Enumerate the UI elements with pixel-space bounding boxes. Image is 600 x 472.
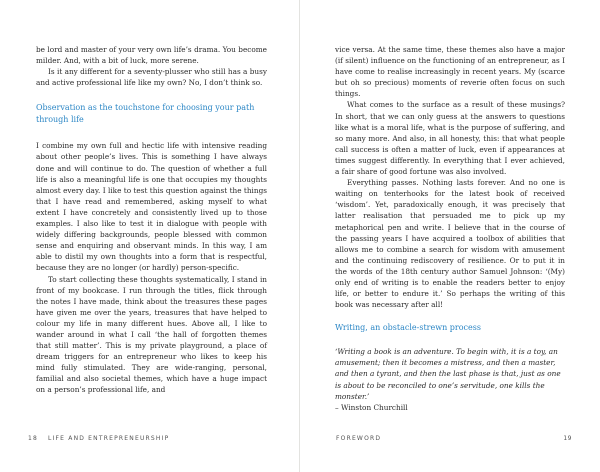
quote-text: ‘Writing a book is an adventure. To begin with, it is a toy, an amusement; then it becomes a mistress, and then a master, and then a tyrant, and then the last phase is that, just as one is about to be reconciled to one’s servitude, one kills the monster.’ — [335, 347, 561, 401]
right-page — [300, 0, 600, 472]
epigraph-quote — [335, 346, 565, 413]
section-heading: Writing, an obstacle-strewn process — [335, 323, 481, 333]
spacer — [36, 126, 267, 140]
paragraph: To start collecting these thoughts systematically, I stand in front of my bookcase. I run through the titles, flick through the notes I have made, think about the treasures these pages have given me over the years, treasures that have helped to colour my life in many different hues. Above all, I like to wander around in what I call ‘the hall of forgotten themes that still matter’. This is my private playground, a place of dream triggers for an entrepreneur who likes to keep his mind fully stimulated. They are wide-ranging, personal, familial and also societal themes, which have a huge impact on a person’s professional life, and — [36, 274, 267, 395]
page-number: 19 — [563, 435, 572, 442]
paragraph: What comes to the surface as a result of these musings? In short, that we can only guess at the answers to questions like what is a moral life, what is the purpose of suffering, and so many more. And also, in all honesty, this: that what people call success is often a matter of luck, even if appearances at times suggest differently. In everything that I ever achieved, a fair share of good fortune was also involved. — [335, 100, 565, 177]
quote-attribution: – Winston Churchill — [335, 402, 408, 412]
section-heading: Observation as the touchstone for choosing your path through life — [36, 103, 255, 125]
paragraph: I combine my own full and hectic life with intensive reading about other people’s lives. This is something I have always done and will continue to do. The question of whether a full life is also a meaningful life is one that occupies my thoughts almost every day. I like to test this question against the things that I have read and remembered, asking myself to what extent I have concretely and consistently lived up to those examples. I also like to test it in dialogue with people with widely differing backgrounds, people blessed with common sense and enquiring and observant minds. In this way, I am able to distil my own thoughts into a form that is respectful, because they are no longer (or hardly) person-specific. — [36, 141, 267, 273]
paragraph: be lord and master of your very own life’s drama. You become milder. And, with a bit of luck, more serene. — [36, 45, 267, 66]
running-title: LIFE AND ENTREPRENEURSHIP — [48, 435, 170, 442]
running-title: FOREWORD — [336, 435, 382, 442]
spacer — [335, 310, 565, 322]
left-text-column — [36, 44, 267, 396]
paragraph: Is it any different for a seventy-plusser who still has a busy and active professional life like my own? No, I don’t think so. — [36, 67, 267, 88]
paragraph: Everything passes. Nothing lasts forever. And no one is waiting on tenterhooks for the latest book of received ‘wisdom’. Yet, paradoxically enough, it was precisely that latter realisation that persuaded me to pick up my metaphorical pen and write. I believe that in the course of the passing years I have acquired a toolbox of abilities that allows me to combine a search for wisdom with amusement and the continuing rediscovery of resilience. Or to put it in the words of the 18th century author Samuel Johnson: ‘(My) only end of writing is to enable the readers better to enjoy life, or better to endure it.’ So perhaps the writing of this book was necessary after all! — [335, 178, 565, 310]
page-number: 18 — [28, 435, 39, 442]
right-text-column — [335, 44, 565, 413]
paragraph: vice versa. At the same time, these themes also have a major (if silent) influence on the functioning of an entrepreneur, as I have come to realise increasingly in recent years. My (scarce but oh so precious) moments of reverie often focus on such things. — [335, 45, 565, 99]
spacer — [335, 334, 565, 346]
spacer — [36, 88, 267, 102]
